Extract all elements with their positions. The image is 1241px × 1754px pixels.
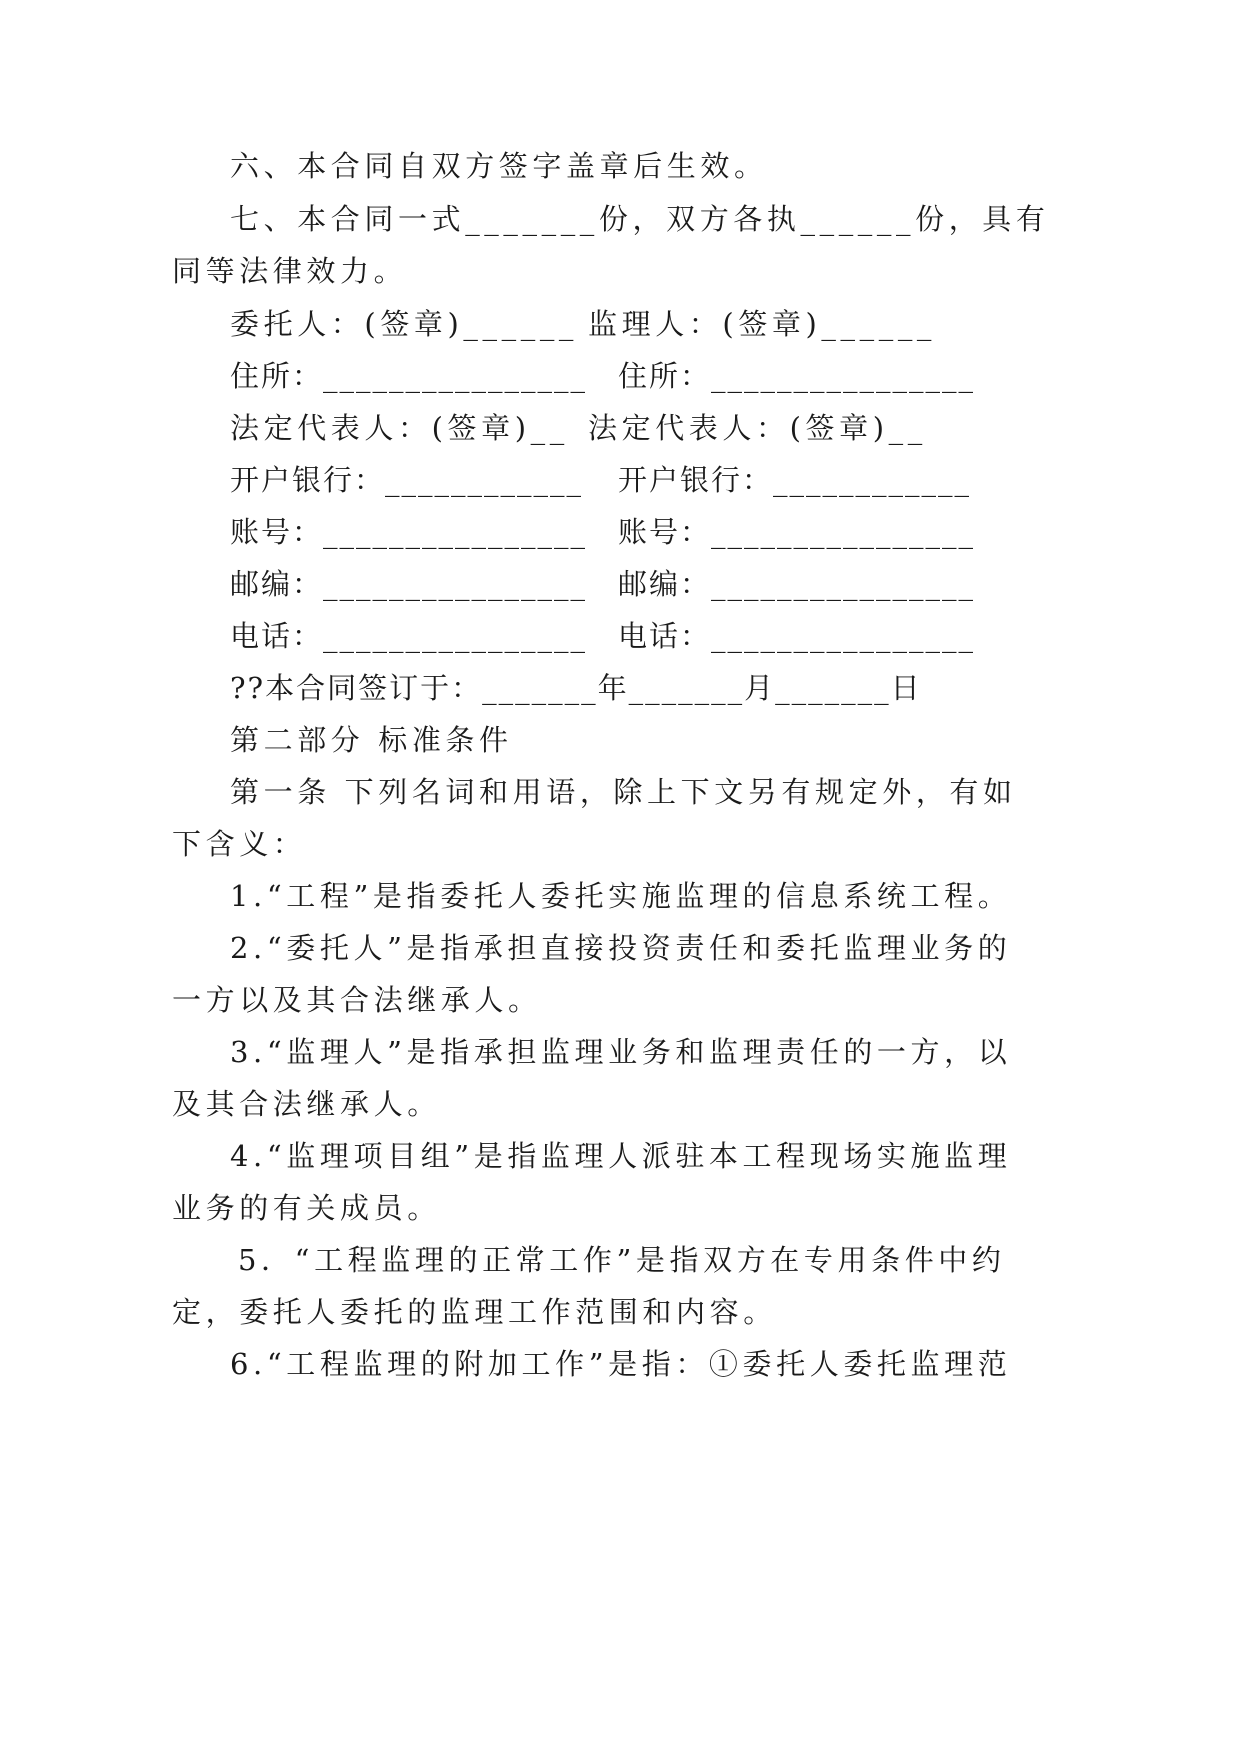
definition-3: 3.“监理人”是指承担监理业务和监理责任的一方，以 [230,1035,1012,1069]
supervisor-signature: 监理人：(签章)______ [588,307,937,341]
clause-six: 六、本合同自双方签字盖章后生效。 [230,149,768,183]
client-address: 住所：________________ [230,359,588,393]
supervisor-address: 住所：________________ [618,359,976,393]
definition-4-cont: 业务的有关成员。 [172,1191,441,1225]
supervisor-legal-rep: 法定代表人：(签章)__ [588,411,927,445]
section-heading: 第二部分 标准条件 [230,723,513,757]
supervisor-postcode: 邮编：________________ [618,567,976,601]
article-one: 第一条 下列名词和用语，除上下文另有规定外，有如 [230,775,1017,809]
supervisor-account: 账号：________________ [618,515,976,549]
client-account: 账号：________________ [230,515,588,549]
definition-2: 2.“委托人”是指承担直接投资责任和委托监理业务的 [230,931,1012,965]
client-postcode: 邮编：________________ [230,567,588,601]
supervisor-bank: 开户银行：____________ [618,463,972,497]
article-one-cont: 下含义： [172,827,307,861]
definition-5-cont: 定，委托人委托的监理工作范围和内容。 [172,1295,777,1329]
supervisor-phone: 电话：________________ [618,619,976,653]
clause-seven: 七、本合同一式_______份，双方各执______份，具有 [230,202,1050,236]
definition-6: 6.“工程监理的附加工作”是指：①委托人委托监理范 [230,1347,1012,1381]
definition-4: 4.“监理项目组”是指监理人派驻本工程现场实施监理 [230,1139,1012,1173]
definition-5: 5．“工程监理的正常工作”是指双方在专用条件中约 [238,1243,1006,1277]
definition-3-cont: 及其合法继承人。 [172,1087,441,1121]
client-legal-rep: 法定代表人：(签章)__ [230,411,569,445]
definition-2-cont: 一方以及其合法继承人。 [172,983,542,1017]
client-bank: 开户银行：____________ [230,463,584,497]
client-signature: 委托人：(签章)______ [230,307,579,341]
signing-date: ??本合同签订于：_______年_______月_______日 [230,671,922,705]
client-phone: 电话：________________ [230,619,588,653]
definition-1: 1.“工程”是指委托人委托实施监理的信息系统工程。 [230,879,1012,913]
clause-seven-cont: 同等法律效力。 [172,254,408,288]
